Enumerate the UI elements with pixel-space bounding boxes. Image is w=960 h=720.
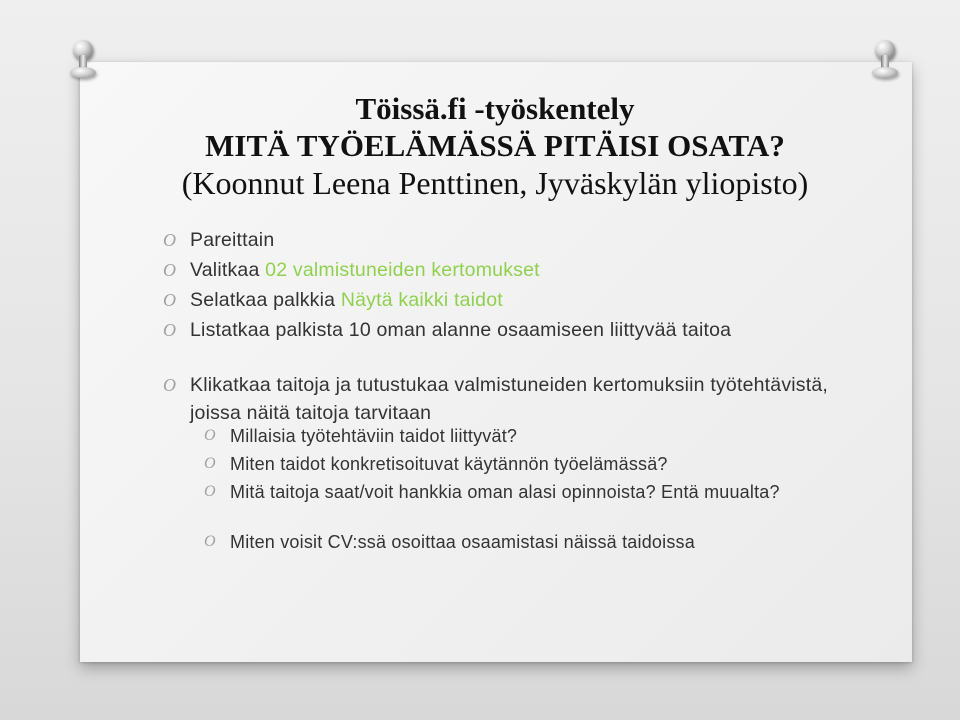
list-item <box>163 286 870 314</box>
item-text: Klikatkaa taitoja ja tutustukaa valmistuneiden kertomuksiin työtehtävistä, joissa näitä taitoja tarvitaan <box>190 374 829 424</box>
item-text: Selatkaa palkkia <box>190 289 341 311</box>
item-text: Mitä taitoja saat/voit hankkia oman alasi opinnoista? Entä muualta? <box>230 482 780 502</box>
list-item <box>163 371 830 427</box>
item-text: Miten taidot konkretisoituvat käytännön työelämässä? <box>230 454 668 474</box>
bullet-icon: O <box>163 230 177 250</box>
title-line-1: Töissä.fi -työskentely <box>355 91 635 126</box>
list-item <box>163 316 830 344</box>
list-item <box>163 256 870 284</box>
list-subitem <box>204 452 850 476</box>
list-subitem <box>204 480 830 504</box>
bullet-icon: O <box>163 290 177 310</box>
item-text: Miten voisit CV:ssä osoittaa osaamistasi näissä taidoissa <box>230 532 695 552</box>
title-line-2: MITÄ TYÖELÄMÄSSÄ PITÄISI OSATA? <box>205 128 785 163</box>
bullet-icon: O <box>163 375 177 395</box>
list-item <box>163 226 870 254</box>
bullet-icon: O <box>163 320 177 340</box>
list-subitem <box>204 424 850 448</box>
item-text: Pareittain <box>190 229 275 251</box>
list-subitem <box>204 530 850 554</box>
bullet-icon: O <box>163 260 177 280</box>
item-text: Valitkaa <box>190 259 266 281</box>
bullet-icon: O <box>204 483 216 500</box>
bullet-icon: O <box>204 427 216 444</box>
title-line-3: (Koonnut Leena Penttinen, Jyväskylän yliopisto) <box>181 165 809 201</box>
item-text: Listatkaa palkista 10 oman alanne osaamiseen liittyvää taitoa <box>190 319 732 341</box>
bullet-icon: O <box>204 455 216 472</box>
item-highlight-text: 02 valmistuneiden kertomukset <box>265 259 540 281</box>
item-highlight-text: Näytä kaikki taidot <box>340 289 503 311</box>
bullet-icon: O <box>204 533 216 550</box>
item-text: Millaisia työtehtäviin taidot liittyvät? <box>230 426 518 446</box>
